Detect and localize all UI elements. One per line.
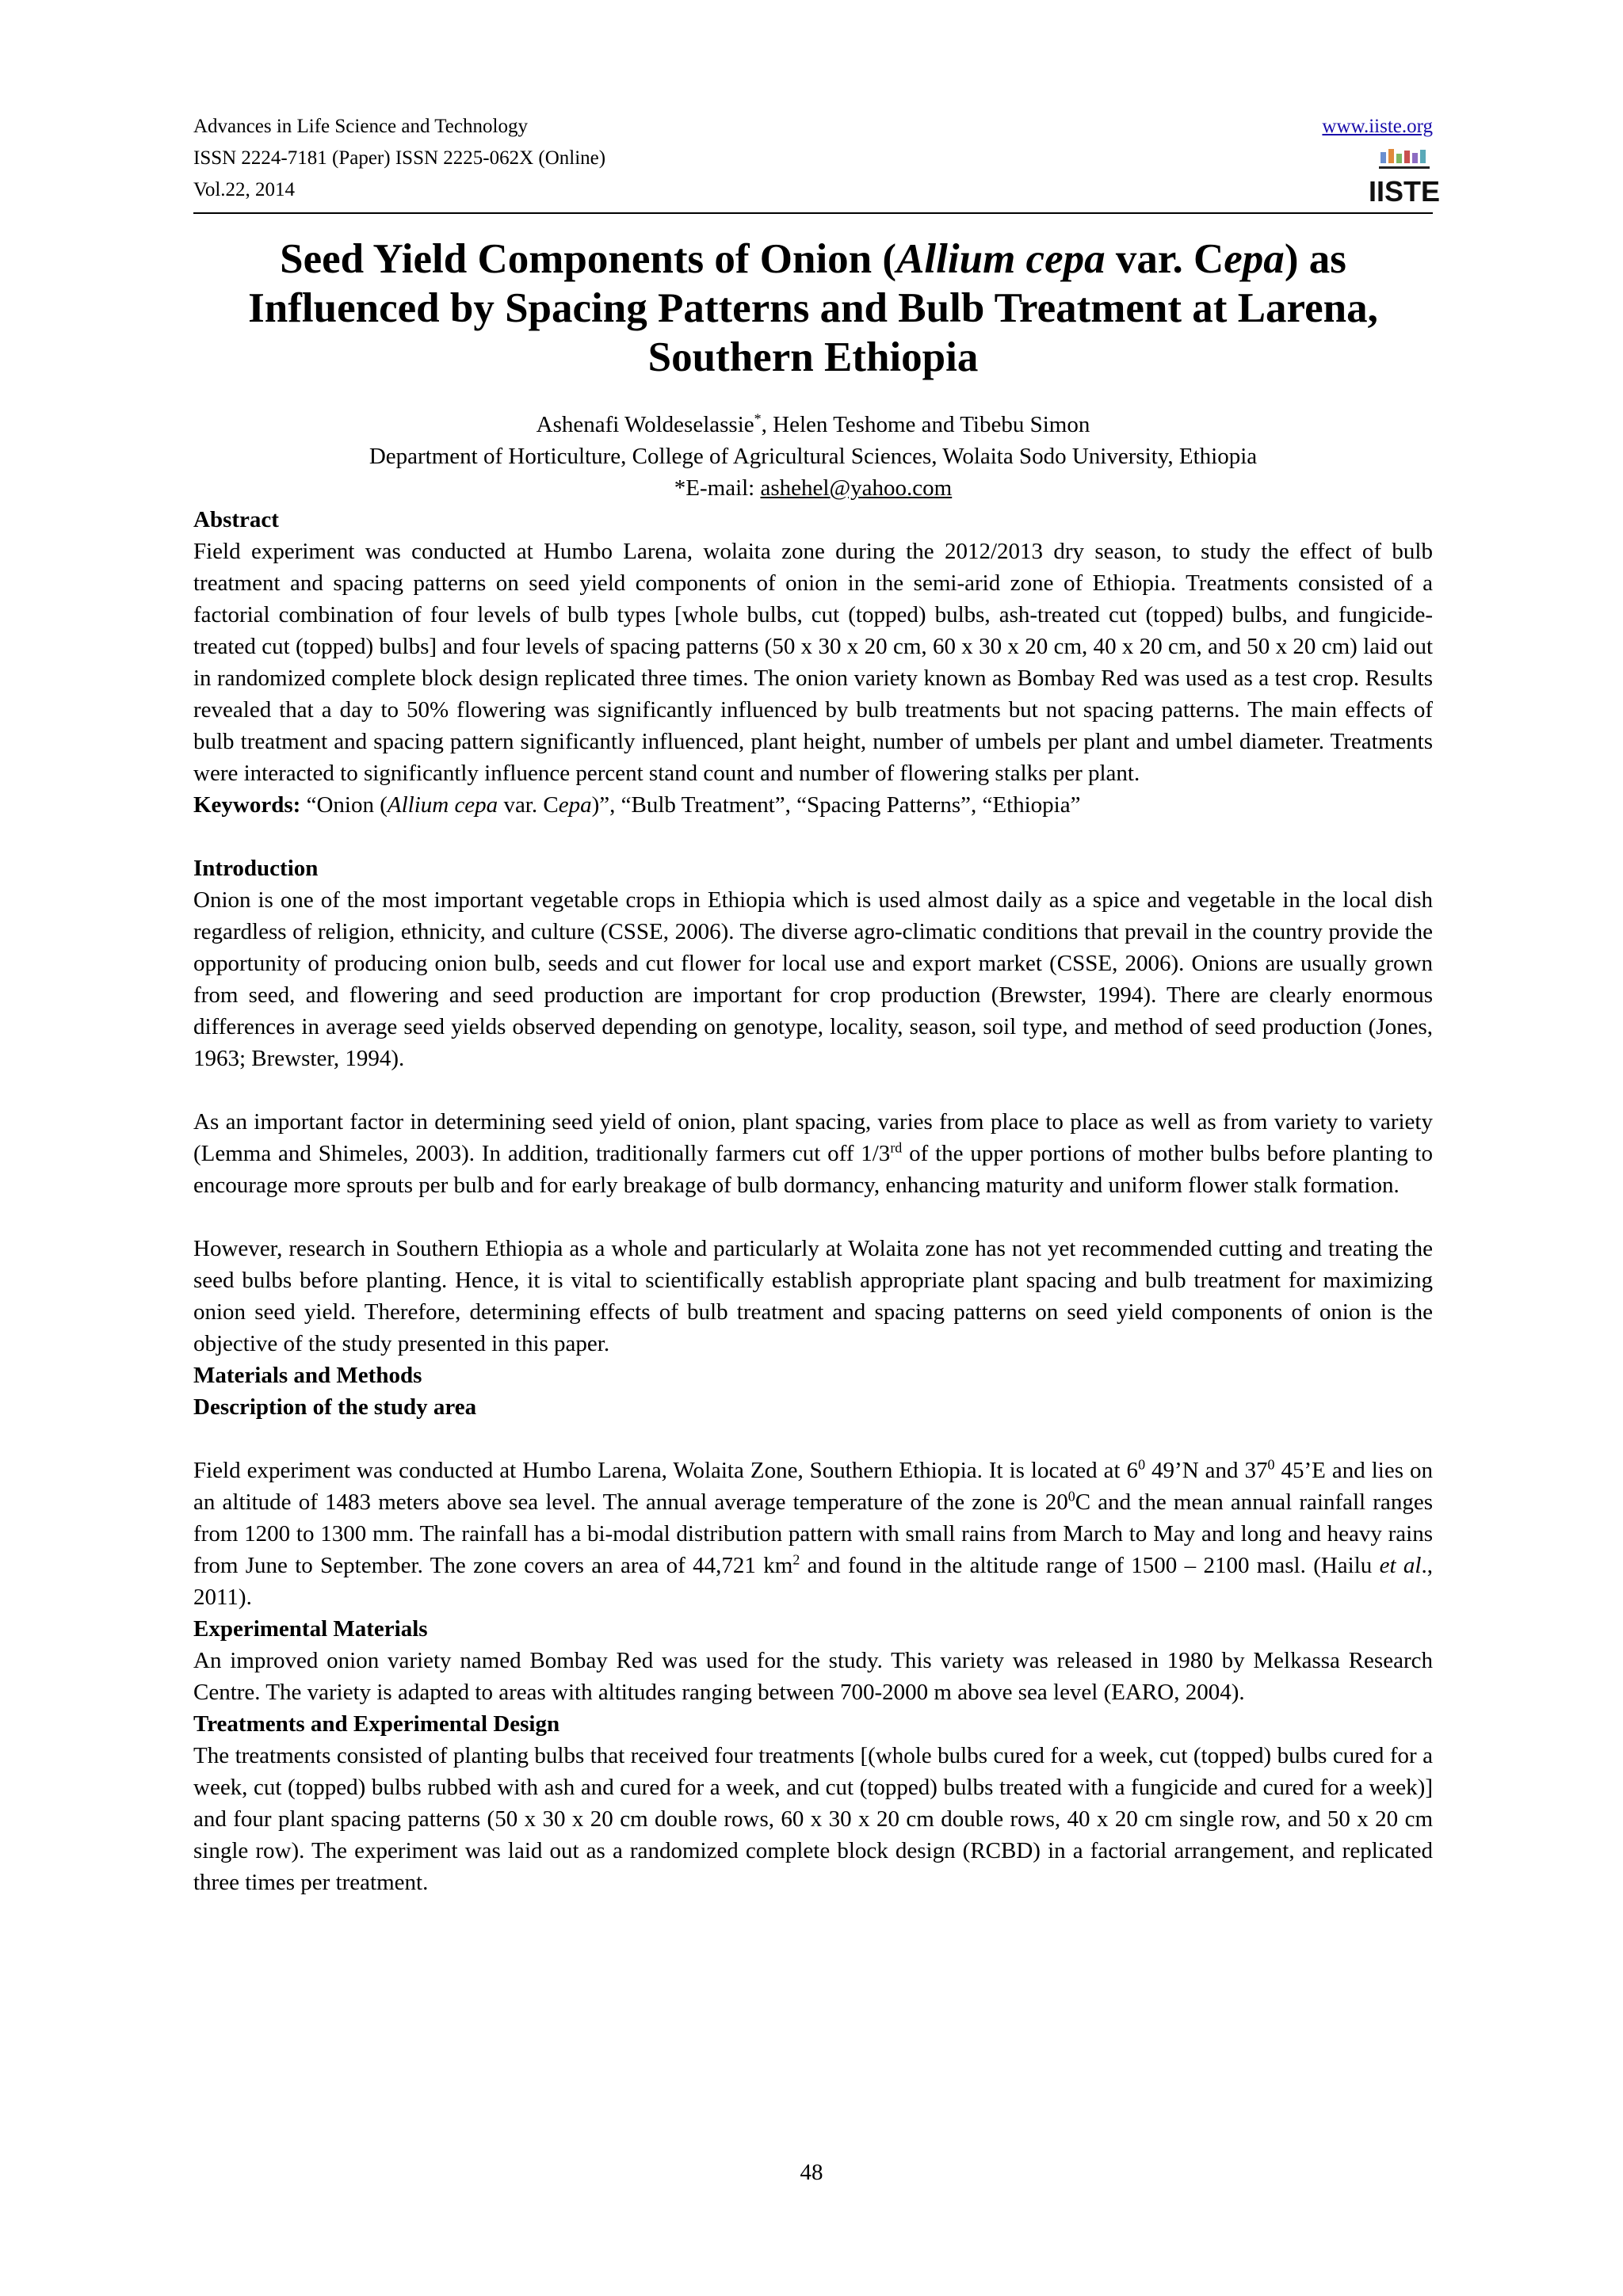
methods-heading: Materials and Methods — [193, 1363, 422, 1388]
materials-paragraph: An improved onion variety named Bombay Red was used for the study. This variety was released in 1980 by Melkassa Research Centre. The variety is adapted to areas with altitudes ranging between 700-2000 m above sea level (EARO, 2004). — [193, 1648, 1433, 1705]
keywords: Keywords: “Onion (Allium cepa var. Cepa)”, “Bulb Treatment”, “Spacing Patterns”, “Ethiopia” — [193, 792, 1081, 818]
author-affiliation: Department of Horticulture, College of Agricultural Sciences, Wolaita Sodo University, Ethiopia — [369, 444, 1258, 469]
journal-volume: Vol.22, 2014 — [193, 179, 296, 200]
journal-issn: ISSN 2224-7181 (Paper) ISSN 2225-062X (Online) — [193, 147, 606, 169]
page-number: 48 — [800, 2160, 823, 2185]
journal-name: Advances in Life Science and Technology — [193, 116, 528, 137]
logo-text: IISTE — [1368, 175, 1441, 208]
author-email: *E-mail: ashehel@yahoo.com — [674, 475, 953, 501]
journal-header — [193, 111, 1441, 214]
email-link[interactable]: ashehel@yahoo.com — [760, 475, 953, 501]
abstract-text: Field experiment was conducted at Humbo Larena, wolaita zone during the 2012/2013 dry season, to study the effect of bulb treatment and spacing patterns on seed yield components of onion in the semi-arid zone of Ethiopia. Treatments consisted of a factorial combination of four levels of bulb types [whole bulbs, cut (topped) bulbs, ash-treated cut (topped) bulbs, and fungicide-treated cut (topped) bulbs] and four levels of spacing patterns (50 x 30 x 20 cm, 60 x 30 x 20 cm, 40 x 20 cm, and 50 x 20 cm) laid out in randomized complete block design replicated three times. The onion variety known as Bombay Red was used as a test crop. Results revealed that a day to 50% flowering was significantly influenced by bulb treatments but not spacing patterns. The main effects of bulb treatment and spacing pattern significantly influenced, plant height, number of umbels per plant and umbel diameter. Treatments were interacted to significantly influence percent stand count and number of flowering stalks per plant. — [193, 539, 1433, 786]
introduction-paragraph-2: As an important factor in determining seed yield of onion, plant spacing, varies from place to place as well as from variety to variety (Lemma and Shimeles, 2003). In addition, traditionally farmers cut off 1/3rd of the upper portions of mother bulbs before planting to encourage more sprouts per bulb and for early breakage of bulb dormancy, enhancing maturity and uniform flower stalk formation. — [193, 1109, 1433, 1198]
iiste-logo — [1368, 149, 1441, 208]
introduction-paragraph-1: Onion is one of the most important vegetable crops in Ethiopia which is used almost daily as a spice and vegetable in the local dish regardless of religion, ethnicity, and culture (CSSE, 2006). The diverse agro-climatic conditions that prevail in the country provide the opportunity of producing onion bulb, seeds and cut flower for local use and export market (CSSE, 2006). Onions are usually grown from seed, and flowering and seed production are important for crop production (Brewster, 1994). There are clearly enormous differences in average seed yields observed depending on genotype, locality, season, soil type, and method of seed production (Jones, 1963; Brewster, 1994). — [193, 887, 1433, 1071]
journal-url-link[interactable]: www.iiste.org — [1322, 116, 1433, 137]
article-title: Seed Yield Components of Onion (Allium cepa var. Cepa) as Influenced by Spacing Patterns and Bulb Treatment at Larena, Southern Ethiopia — [248, 236, 1378, 380]
study-area-paragraph: Field experiment was conducted at Humbo Larena, Wolaita Zone, Southern Ethiopia. It is located at $6^0$ 49’N and $37^0$ 45’E and lies on an altitude of 1483 meters above sea level. The annual average temperature of the zone is $20^0C$ and the mean annual rainfall ranges from 1200 to 1300 mm. The rainfall has a bi-modal distribution pattern with small rains from March to May and long and heavy rains from June to September. The zone covers an area of 44,721 $km^2$ and found in the altitude range of 1500 – 2100 masl. (Hailu et al., 2011). — [193, 1456, 1433, 1610]
study-area-heading: Description of the study area — [193, 1394, 477, 1420]
introduction-heading: Introduction — [193, 856, 319, 881]
design-heading: Treatments and Experimental Design — [193, 1711, 560, 1737]
introduction-paragraph-3: However, research in Southern Ethiopia as a whole and particularly at Wolaita zone has not yet recommended cutting and treating the seed bulbs before planting. Hence, it is vital to scientifically establish appropriate plant spacing and bulb treatment for maximizing onion seed yield. Therefore, determining effects of bulb treatment and spacing patterns on seed yield components of onion is the objective of the study presented in this paper. — [193, 1236, 1433, 1356]
design-paragraph: The treatments consisted of planting bulbs that received four treatments [(whole bulbs cured for a week, cut (topped) bulbs cured for a week, cut (topped) bulbs rubbed with ash and cured for a week, and cut (topped) bulbs treated with a fungicide and cured for a week)] and four plant spacing patterns (50 x 30 x 20 cm double rows, 60 x 30 x 20 cm double rows, 40 x 20 cm single row, and 50 x 20 cm single row). The experiment was laid out as a randomized complete block design (RCBD) in a factorial arrangement, and replicated three times per treatment. — [193, 1743, 1433, 1895]
author-block — [193, 409, 1433, 504]
materials-heading: Experimental Materials — [193, 1616, 428, 1642]
article-body — [193, 235, 1433, 1898]
abstract-heading: Abstract — [193, 507, 279, 532]
author-names: Ashenafi Woldeselassie*, Helen Teshome and Tibebu Simon — [536, 410, 1090, 437]
